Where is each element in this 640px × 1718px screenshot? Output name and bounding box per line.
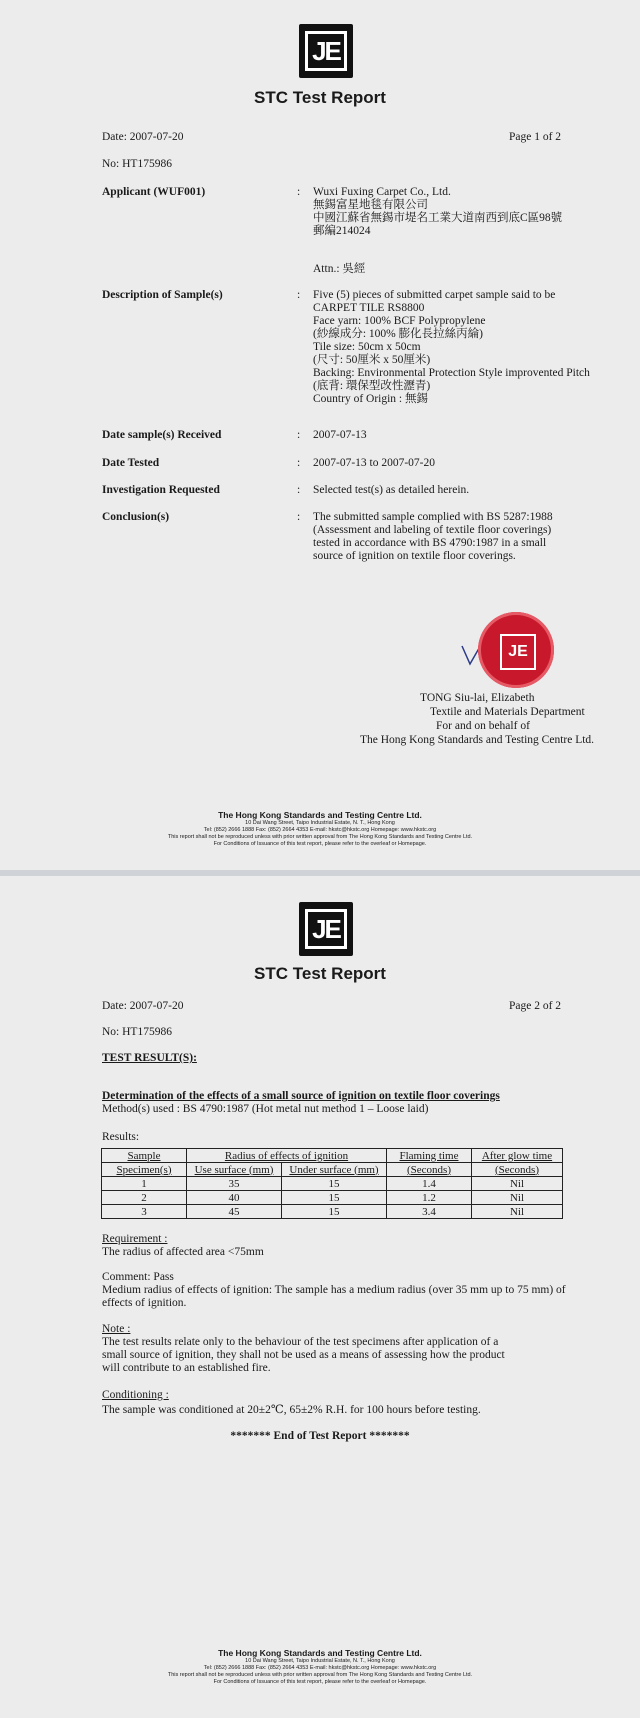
determination-heading: Determination of the effects of a small source of ignition on textile floor coverings bbox=[102, 1090, 500, 1102]
cell-use: 40 bbox=[187, 1191, 282, 1205]
investigation-label: Investigation Requested bbox=[102, 484, 220, 496]
cell-use: 45 bbox=[187, 1205, 282, 1219]
note-line: small source of ignition, they shall not be used as a means of assessing how the product bbox=[102, 1349, 505, 1361]
cell-use: 35 bbox=[187, 1177, 282, 1191]
conclusion-line: source of ignition on textile floor coverings. bbox=[313, 550, 516, 562]
footer-contact: Tel: (852) 2666 1888 Fax: (852) 2664 4353 E-mail: hkstc@hkstc.org Homepage: www.hkstc.org bbox=[203, 1665, 437, 1671]
description-line: (底背: 環保型改性瀝青) bbox=[313, 380, 431, 392]
note-line: The test results relate only to the behaviour of the test specimens after application of a bbox=[102, 1336, 499, 1348]
header-flaming: Flaming time bbox=[387, 1149, 472, 1163]
applicant-line: 中國江蘇省無錫市堤名工業大道南西到底C區98號 bbox=[313, 212, 563, 224]
method-used: Method(s) used : BS 4790:1987 (Hot metal nut method 1 – Loose laid) bbox=[102, 1103, 429, 1115]
end-of-report: ******* End of Test Report ******* bbox=[230, 1430, 410, 1442]
header-use-surface: Use surface (mm) bbox=[187, 1163, 282, 1177]
colon: : bbox=[297, 511, 301, 523]
header-seconds: (Seconds) bbox=[387, 1163, 472, 1177]
note-details bbox=[102, 1336, 505, 1375]
colon: : bbox=[297, 484, 301, 496]
cell-afterglow: Nil bbox=[472, 1177, 563, 1191]
table-row bbox=[102, 1205, 563, 1219]
company-seal-icon: JE bbox=[478, 612, 554, 688]
page-footer bbox=[0, 810, 640, 848]
footer-notice: This report shall not be reproduced unless with prior written approval from The Hong Kong Standards and Testing Centre Ltd. bbox=[167, 1672, 473, 1678]
tested-label: Date Tested bbox=[102, 457, 160, 469]
received-label: Date sample(s) Received bbox=[102, 429, 222, 441]
report-title: STC Test Report bbox=[254, 964, 386, 983]
footer-company: The Hong Kong Standards and Testing Centre Ltd. bbox=[218, 810, 422, 820]
results-table bbox=[101, 1148, 563, 1219]
note-line: will contribute to an established fire. bbox=[102, 1362, 271, 1374]
applicant-line: 郵編214024 bbox=[313, 225, 371, 237]
comment-label: Comment: Pass bbox=[102, 1271, 174, 1283]
cell-afterglow: Nil bbox=[472, 1205, 563, 1219]
footer-address: 10 Dai Wang Street, Taipo Industrial Estate, N. T., Hong Kong bbox=[245, 820, 395, 826]
applicant-line: 無錫富星地毯有限公司 bbox=[313, 199, 428, 211]
cell-under: 15 bbox=[282, 1205, 387, 1219]
investigation-value: Selected test(s) as detailed herein. bbox=[313, 484, 470, 496]
signatory-name: TONG Siu-lai, Elizabeth bbox=[420, 692, 535, 704]
page-number: Page 2 of 2 bbox=[509, 1000, 562, 1012]
applicant-line: Wuxi Fuxing Carpet Co., Ltd. bbox=[313, 186, 451, 198]
description-line: Five (5) pieces of submitted carpet sample said to be bbox=[313, 289, 556, 301]
applicant-details bbox=[313, 186, 562, 238]
cell-under: 15 bbox=[282, 1177, 387, 1191]
test-result-heading: TEST RESULT(S): bbox=[102, 1052, 197, 1064]
cell-under: 15 bbox=[282, 1191, 387, 1205]
conditioning-text: The sample was conditioned at 20±2℃, 65±2% R.H. for 100 hours before testing. bbox=[102, 1404, 481, 1416]
cell-specimen: 3 bbox=[102, 1205, 187, 1219]
tested-value: 2007-07-13 to 2007-07-20 bbox=[313, 457, 436, 469]
header-seconds: (Seconds) bbox=[472, 1163, 563, 1177]
report-number: No: HT175986 bbox=[102, 1026, 172, 1038]
cell-flaming: 1.2 bbox=[387, 1191, 472, 1205]
footer-address: 10 Dai Wang Street, Taipo Industrial Estate, N. T., Hong Kong bbox=[245, 1658, 395, 1664]
results-label: Results: bbox=[102, 1131, 140, 1143]
report-page-2 bbox=[0, 876, 640, 1718]
conclusion-label: Conclusion(s) bbox=[102, 511, 170, 523]
footer-company: The Hong Kong Standards and Testing Centre Ltd. bbox=[218, 1648, 422, 1658]
comment-line: effects of ignition. bbox=[102, 1297, 187, 1309]
stc-logo: JE bbox=[299, 24, 353, 78]
description-details bbox=[313, 289, 590, 406]
page-footer bbox=[0, 1648, 640, 1686]
description-line: Tile size: 50cm x 50cm bbox=[313, 341, 421, 353]
conclusion-line: The submitted sample complied with BS 5287:1988 bbox=[313, 511, 553, 523]
header-under-surface: Under surface (mm) bbox=[282, 1163, 387, 1177]
description-line: (紗線成分: 100% 膨化長拉絲丙綸) bbox=[313, 328, 483, 340]
table-subheader-row bbox=[102, 1163, 563, 1177]
cell-afterglow: Nil bbox=[472, 1191, 563, 1205]
conclusion-details bbox=[313, 511, 553, 563]
requirement-text: The radius of affected area <75mm bbox=[102, 1246, 264, 1258]
report-number: No: HT175986 bbox=[102, 158, 172, 170]
conclusion-line: tested in accordance with BS 4790:1987 in a small bbox=[313, 537, 547, 549]
signatory-behalf: For and on behalf of bbox=[436, 720, 530, 732]
attention: Attn.: 吳經 bbox=[313, 263, 366, 275]
cell-flaming: 1.4 bbox=[387, 1177, 472, 1191]
received-value: 2007-07-13 bbox=[313, 429, 367, 441]
header-sample: Sample bbox=[102, 1149, 187, 1163]
footer-contact: Tel: (852) 2666 1888 Fax: (852) 2664 4353 E-mail: hkstc@hkstc.org Homepage: www.hkstc.org bbox=[203, 827, 437, 833]
cell-flaming: 3.4 bbox=[387, 1205, 472, 1219]
description-line: CARPET TILE RS8800 bbox=[313, 302, 425, 314]
cell-specimen: 1 bbox=[102, 1177, 187, 1191]
footer-notice: For Conditions of Issuance of this test report, please refer to the overleaf or Homepage. bbox=[213, 1679, 427, 1685]
table-header-row bbox=[102, 1149, 563, 1163]
report-date: Date: 2007-07-20 bbox=[102, 131, 184, 143]
table-row bbox=[102, 1177, 563, 1191]
description-line: Face yarn: 100% BCF Polypropylene bbox=[313, 315, 486, 327]
signatory-company: The Hong Kong Standards and Testing Centre Ltd. bbox=[360, 734, 595, 746]
page-number: Page 1 of 2 bbox=[509, 131, 562, 143]
description-line: (尺寸: 50厘米 x 50厘米) bbox=[313, 354, 431, 366]
comment-details bbox=[102, 1284, 566, 1310]
colon: : bbox=[297, 186, 301, 198]
report-title: STC Test Report bbox=[254, 88, 386, 107]
description-line: Country of Origin : 無錫 bbox=[313, 393, 428, 405]
report-date: Date: 2007-07-20 bbox=[102, 1000, 184, 1012]
cell-specimen: 2 bbox=[102, 1191, 187, 1205]
description-line: Backing: Environmental Protection Style improvented Pitch bbox=[313, 367, 590, 379]
table-row bbox=[102, 1191, 563, 1205]
colon: : bbox=[297, 457, 301, 469]
footer-notice: This report shall not be reproduced unless with prior written approval from The Hong Kong Standards and Testing Centre Ltd. bbox=[167, 834, 473, 840]
conclusion-line: (Assessment and labeling of textile floor coverings) bbox=[313, 524, 552, 536]
header-radius: Radius of effects of ignition bbox=[187, 1149, 387, 1163]
note-label: Note : bbox=[102, 1323, 131, 1335]
header-afterglow: After glow time bbox=[472, 1149, 563, 1163]
stc-logo: JE bbox=[299, 902, 353, 956]
signatory-department: Textile and Materials Department bbox=[430, 706, 585, 718]
colon: : bbox=[297, 289, 301, 301]
requirement-label: Requirement : bbox=[102, 1233, 168, 1245]
footer-notice: For Conditions of Issuance of this test report, please refer to the overleaf or Homepage. bbox=[213, 841, 427, 847]
applicant-label: Applicant (WUF001) bbox=[102, 186, 206, 198]
header-specimen: Specimen(s) bbox=[102, 1163, 187, 1177]
conditioning-label: Conditioning : bbox=[102, 1389, 169, 1401]
description-label: Description of Sample(s) bbox=[102, 289, 223, 301]
colon: : bbox=[297, 429, 301, 441]
comment-line: Medium radius of effects of ignition: The sample has a medium radius (over 35 mm up to 75 mm) of bbox=[102, 1284, 566, 1296]
